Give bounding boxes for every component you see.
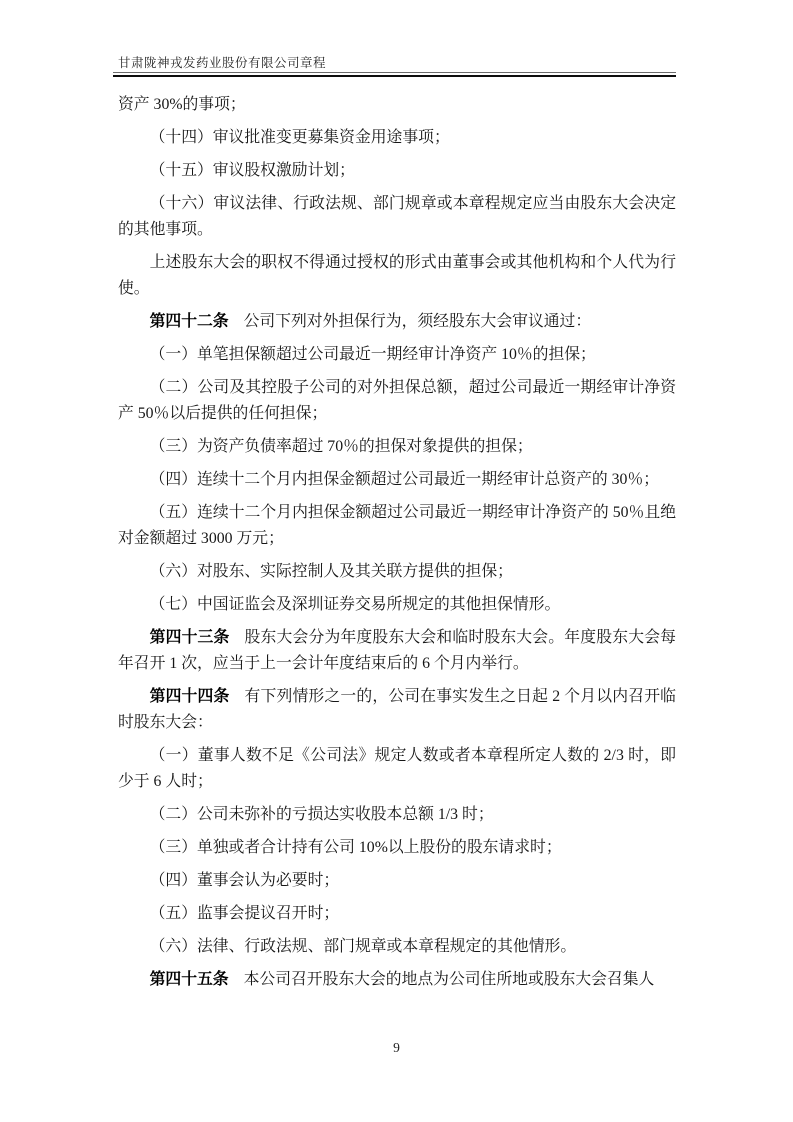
paragraph: 资产 30%的事项；	[118, 96, 246, 113]
paragraph: （五）连续十二个月内担保金额超过公司最近一期经审计净资产的 50％且绝对金额超过 3000 万元；	[118, 504, 676, 547]
paragraph: 第四十四条 有下列情形之一的，公司在事实发生之日起 2 个月以内召开临时股东大会：	[118, 688, 676, 731]
footer-page-number: 9	[393, 1040, 400, 1055]
header-rule-thin	[113, 72, 676, 73]
paragraph: （十五）审议股权激励计划；	[149, 162, 355, 179]
document-body	[118, 92, 676, 1000]
header-rule-thick	[113, 75, 676, 77]
paragraph: 第四十二条 公司下列对外担保行为，须经股东大会审议通过：	[149, 313, 592, 330]
paragraph: （二）公司及其控股子公司的对外担保总额，超过公司最近一期经审计净资产 50％以后提供的任何担保；	[118, 379, 676, 422]
article-number: 第四十五条	[149, 971, 229, 988]
header-title: 甘肃陇神戎发药业股份有限公司章程	[118, 56, 327, 70]
paragraph: （十六）审议法律、行政法规、部门规章或本章程规定应当由股东大会决定的其他事项。	[118, 195, 676, 238]
paragraph: （三）单独或者合计持有公司 10%以上股份的股东请求时；	[149, 839, 562, 856]
paragraph: （七）中国证监会及深圳证券交易所规定的其他担保情形。	[149, 596, 561, 613]
paragraph: 第四十三条 股东大会分为年度股东大会和临时股东大会。年度股东大会每年召开 1 次，应当于上一会计年度结束后的 6 个月内举行。	[118, 629, 676, 672]
paragraph: （六）法律、行政法规、部门规章或本章程规定的其他情形。	[149, 938, 577, 955]
paragraph: （十四）审议批准变更募集资金用途事项；	[149, 129, 450, 146]
paragraph: （一）董事人数不足《公司法》规定人数或者本章程所定人数的 2/3 时，即少于 6 人时；	[118, 747, 676, 790]
paragraph: （四）董事会认为必要时；	[149, 872, 340, 889]
article-number: 第四十三条	[149, 629, 230, 646]
paragraph: （五）监事会提议召开时；	[149, 905, 340, 922]
paragraph: （三）为资产负债率超过 70％的担保对象提供的担保；	[149, 438, 533, 455]
paragraph: （六）对股东、实际控制人及其关联方提供的担保；	[149, 563, 513, 580]
paragraph: 上述股东大会的职权不得通过授权的形式由董事会或其他机构和个人代为行使。	[118, 254, 676, 297]
paragraph: （一）单笔担保额超过公司最近一期经审计净资产 10％的担保；	[149, 346, 596, 363]
article-number: 第四十四条	[149, 688, 230, 705]
paragraph: 第四十五条 本公司召开股东大会的地点为公司住所地或股东大会召集人	[149, 971, 655, 988]
paragraph: （二）公司未弥补的亏损达实收股本总额 1/3 时；	[149, 806, 494, 823]
paragraph: （四）连续十二个月内担保金额超过公司最近一期经审计总资产的 30％；	[149, 471, 660, 488]
article-number: 第四十二条	[149, 313, 229, 330]
